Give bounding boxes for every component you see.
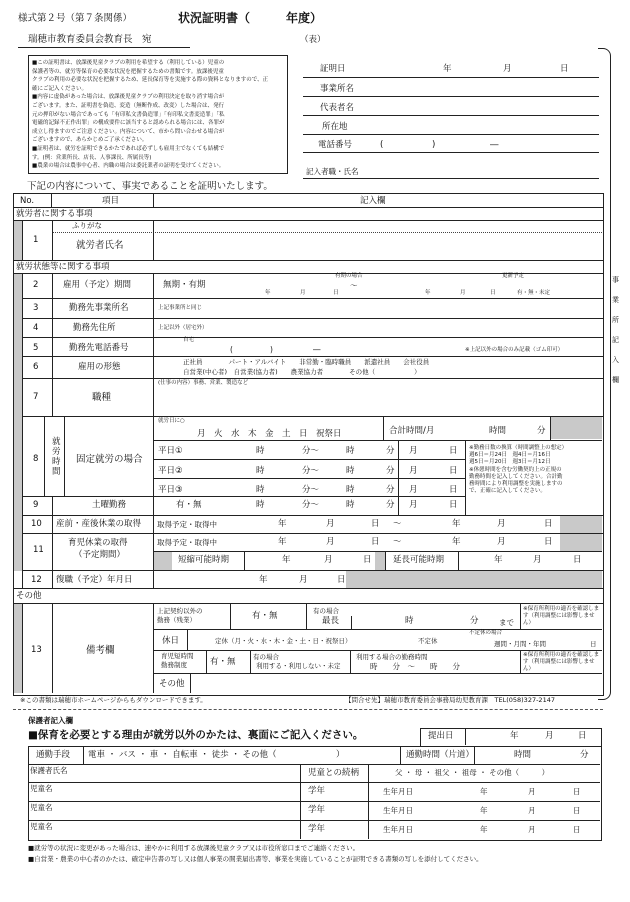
da: 日 <box>590 640 597 648</box>
plan-label: 取得予定・取得中 <box>157 538 217 547</box>
note-line: ございます。また、証明書を偽造、変造（無断作成、改変）した場合は、発行 <box>32 102 225 109</box>
da: 日 <box>578 731 587 741</box>
other-label: その他 <box>159 679 185 689</box>
paren: ) <box>432 140 436 150</box>
h: 時 <box>346 466 355 476</box>
row-label: 勤務先電話番号 <box>69 343 129 353</box>
employment-types-2: 自営業(中心者) 自営業(協力者) 農業協力者 その他（ ） <box>183 368 421 376</box>
cert-day: 日 <box>560 64 569 74</box>
note-line: ■農業の場合は農事中心者、内職の場合は委託業者の証明を受けてください。 <box>32 163 225 170</box>
m: 分 <box>386 500 395 510</box>
guardian-name-label: 保護者氏名 <box>30 766 68 775</box>
d: 日 <box>490 290 496 296</box>
row-label: 雇用（予定）期間 <box>63 280 132 290</box>
m: 分～ <box>302 466 320 476</box>
note-line: 電磁的記録不正作出罪」の構成要件に該当すると認められる場合には、各罪が <box>32 120 225 127</box>
grade-label: 学年 <box>308 805 326 815</box>
row-no: 5 <box>33 343 39 353</box>
download-note: ※この書類は瑞穂市ホームページからもダウンロードできます。 <box>20 696 207 704</box>
da: 日 <box>573 806 581 815</box>
irregular-period: 週間・月間・年間 <box>494 640 546 648</box>
page-title: 状況証明書（ 年度） <box>178 11 323 25</box>
y: 年 <box>480 806 488 815</box>
row-label: 産前・産後休業の取得 <box>56 519 142 529</box>
max-label-sub: 最長 <box>322 616 340 626</box>
row-label: 職種 <box>92 392 112 403</box>
h: 時間 <box>489 426 507 436</box>
row-label: 勤務先事業所名 <box>69 303 129 313</box>
section-employment: 就労状態等に関する事項 <box>16 262 110 272</box>
mo: 月 <box>409 485 418 495</box>
d: 日 <box>333 290 339 296</box>
stamp-note: ※上記以外の場合のみ記載（ゴム印可） <box>465 347 564 353</box>
y: 年 <box>425 290 431 296</box>
short-if-yes: 有の場合 <box>253 653 279 661</box>
dob-label: 生年月日 <box>383 825 413 834</box>
row-no: 7 <box>33 392 39 402</box>
note-line: 確にご記入ください。 <box>32 85 88 92</box>
weekday-2: 平日② <box>158 466 183 476</box>
guardian-notice: ■保育を必要とする理由が就労以外のかたは、裏面にご記入ください。 <box>28 729 364 741</box>
paren: ( <box>230 345 233 354</box>
work-hours-side: 就労時間 <box>52 437 61 477</box>
y: 年 <box>452 519 461 529</box>
da: 日 <box>337 575 346 585</box>
da: 日 <box>449 446 458 456</box>
grade-label: 学年 <box>308 824 326 834</box>
home-label: 自宅 <box>183 337 195 343</box>
submit-date-label: 提出日 <box>428 731 454 741</box>
cert-phone-label: 電話番号 <box>318 140 353 150</box>
row-label: 育児休業の取得 <box>68 538 128 548</box>
mo: 月 <box>533 555 542 565</box>
short-hours-time: 時 分 ～ 時 分 <box>370 662 460 671</box>
row-label-sub: （予定期間） <box>74 550 126 560</box>
h: 時 <box>346 446 355 456</box>
m: 分 <box>470 616 479 626</box>
relation-options: 父 ・ 母 ・ 祖父 ・ 祖母 ・ その他（ ） <box>395 768 550 777</box>
row-label: 備考欄 <box>86 645 115 656</box>
weekday-3: 平日③ <box>158 485 183 495</box>
note-line: 保護者等の、就労等保育の必要な状況を把握するための書類です。放課後児童 <box>32 68 224 75</box>
short-hours-options: 有・無 <box>210 657 236 667</box>
short-hours-time-label: 利用する場合の勤務時間 <box>356 653 428 661</box>
renewal-label: 更新予定 <box>502 273 525 279</box>
row-no: 4 <box>33 323 39 333</box>
irregular-note: 不定休の場合 <box>469 630 503 636</box>
side-indicator: （表） <box>300 35 326 45</box>
transport-options: 電車 ・ バス ・ 車 ・ 自転車 ・ 徒歩 ・ その他（ ） <box>88 750 345 760</box>
paren: ( <box>380 140 384 150</box>
dash: ― <box>313 345 321 354</box>
row-label: 復職（予定）年月日 <box>56 575 133 585</box>
h: 時 <box>346 485 355 495</box>
child-name-label: 児童名 <box>30 822 53 831</box>
worker-name-label: 就労者氏名 <box>76 240 124 251</box>
y: 年 <box>510 731 519 741</box>
cert-year: 年 <box>443 64 452 74</box>
m: 分～ <box>302 485 320 495</box>
y: 年 <box>282 555 291 565</box>
employment-types-1: 正社員 パート・アルバイト 非常勤・臨時職員 派遣社員 会社役員 <box>183 358 430 366</box>
holiday-label: 休日 <box>162 636 180 646</box>
col-fill: 記入欄 <box>360 196 386 206</box>
other-location: 上記以外（居宅外） <box>158 325 208 331</box>
short-use-options: 利用する・利用しない・未定 <box>256 662 341 670</box>
overtime-options: 有・無 <box>252 611 278 621</box>
max-label: 有の場合 <box>313 607 339 615</box>
contact-info: 【問合せ先】瑞穂市教育委員会事務局幼児教育課 TEL(058)327-2147 <box>345 696 555 704</box>
note-line: ■内容に虚偽があった場合は、放課後児童クラブの利用決定を取り消す場合が <box>32 94 225 101</box>
mo: 月 <box>497 537 506 547</box>
h: 時 <box>256 500 265 510</box>
dob-label: 生年月日 <box>383 806 413 815</box>
plan-label: 取得予定・取得中 <box>157 520 217 529</box>
tilde: ～ <box>393 519 402 529</box>
paren: ) <box>270 345 273 354</box>
mo: 月 <box>528 787 536 796</box>
y: 年 <box>452 537 461 547</box>
mo: 月 <box>324 555 333 565</box>
da: 日 <box>573 787 581 796</box>
row-no: 9 <box>33 500 39 510</box>
overtime-label: 上記契約以外の <box>157 607 203 615</box>
side-label: 事 業 所 記 入 欄 <box>612 276 619 384</box>
da: 日 <box>544 519 553 529</box>
y: 年 <box>265 290 271 296</box>
m: 分 <box>386 446 395 456</box>
saturday-options: 有・無 <box>176 500 202 510</box>
m: 分 <box>386 466 395 476</box>
da: 日 <box>449 466 458 476</box>
h: 時 <box>256 485 265 495</box>
y: 年 <box>480 825 488 834</box>
row-no: 10 <box>31 519 42 529</box>
row-no: 2 <box>33 280 39 290</box>
row-label: 土曜勤務 <box>92 500 127 510</box>
row-label: 雇用の形態 <box>78 362 121 372</box>
h: 時 <box>256 446 265 456</box>
m: 月 <box>460 290 466 296</box>
shortening-label: 短縮可能時期 <box>178 555 230 565</box>
short-hours-note: ※保育所利用の適否を確認します（利用調整には影響しません） <box>523 652 600 672</box>
transport-label: 通勤手段 <box>36 750 71 760</box>
tilde: ～ <box>350 281 358 290</box>
until: まで <box>499 618 514 627</box>
m: 分 <box>580 750 589 760</box>
cert-month: 月 <box>503 64 512 74</box>
col-item: 項目 <box>102 196 120 206</box>
short-hours-label-sub: 勤務制度 <box>161 661 187 669</box>
mo: 月 <box>528 806 536 815</box>
notes-box <box>28 55 288 174</box>
m: 月 <box>300 290 306 296</box>
note-line: ございますので、あらかじめご了承ください。 <box>32 137 148 144</box>
mo: 月 <box>545 731 554 741</box>
col-no: No. <box>20 196 35 206</box>
y: 年 <box>278 519 287 529</box>
guardian-section-title: 保護者記入欄 <box>28 716 73 725</box>
da: 日 <box>573 825 581 834</box>
intro-text: 下記の内容について、事実であることを証明いたします。 <box>27 181 273 192</box>
row-label: 勤務先住所 <box>73 323 116 333</box>
cert-writer-label: 記入者職・氏名 <box>306 167 359 176</box>
mo: 月 <box>409 500 418 510</box>
overtime-note: ※保育所利用の適否を確認します（利用調整には影響しません） <box>523 606 600 626</box>
fixed-holiday: 定休（月・火・水・木・金・土・日・祝祭日） <box>215 637 352 645</box>
form-number: 様式第２号（第７条関係） <box>18 13 133 24</box>
da: 日 <box>449 500 458 510</box>
mo: 月 <box>528 825 536 834</box>
row-no: 1 <box>33 235 39 245</box>
da: 日 <box>363 555 372 565</box>
term-type: 無期・有期 <box>163 280 206 290</box>
hours-note: ※勤務日数の換算（時間調整上の想定） 週6日＝月24日 週4日＝月16日 週5日＝月20日 週3日＝月12日 ※休憩時間を含む労働契約上の正規の 勤務時間を記入してください。合計勤 務時間により利用調整を実施しますの で、正確に記入してください。 <box>469 445 568 495</box>
note-line: ■この証明書は、放課後児童クラブの利用を希望する（利用している）児童の <box>32 60 225 66</box>
row-label: 固定就労の場合 <box>76 454 143 465</box>
mo: 月 <box>409 466 418 476</box>
h: 時間 <box>514 750 532 760</box>
note-line: クラブの利用の必要な状況を把握するため、延長保育等を実施する際の資料となりますので、正 <box>32 77 269 84</box>
cert-address-label: 所在地 <box>322 122 348 132</box>
mo: 月 <box>497 519 506 529</box>
mo: 月 <box>326 537 335 547</box>
m: 分～ <box>302 500 320 510</box>
h: 時 <box>405 616 414 626</box>
row-no: 13 <box>31 645 42 655</box>
weekday-options: 月 火 水 木 金 土 日 祝祭日 <box>197 429 342 439</box>
irregular-holiday: 不定休 <box>418 637 438 645</box>
y: 年 <box>480 787 488 796</box>
da: 日 <box>371 537 380 547</box>
cert-rep-label: 代表者名 <box>320 103 355 113</box>
note-line: す。(例：営業所長、店長、人事課長、所属長等) <box>32 154 152 161</box>
mo: 月 <box>299 575 308 585</box>
da: 日 <box>573 555 582 565</box>
m: 分 <box>537 426 546 436</box>
furigana-label: ふりがな <box>72 221 102 230</box>
note-line: ■証明者は、就労を証明できるかたであれば必ずしも雇用主でなくても結構で <box>32 145 225 152</box>
dob-label: 生年月日 <box>383 787 413 796</box>
dash: ― <box>490 140 499 150</box>
note-line: 成立し得ますのでご注意ください。内容について、市から問い合わせる場合が <box>32 128 225 135</box>
fixed-term-note: 有期の場合 <box>335 273 363 279</box>
days-note: 就労日に○ <box>158 418 185 424</box>
row-no: 3 <box>33 303 39 313</box>
mo: 月 <box>326 519 335 529</box>
y: 年 <box>259 575 268 585</box>
overtime-label-sub: 勤務（残業） <box>157 616 196 624</box>
bottom-note-1: ■就労等の状況に変更があった場合は、速やかに利用する放課後児童クラブ又は市役所窓口までご連絡ください。 <box>28 844 360 852</box>
commute-label: 通勤時間（片道） <box>406 750 475 760</box>
section-worker: 就労者に関する事項 <box>16 209 93 219</box>
child-name-label: 児童名 <box>30 803 53 812</box>
cert-office-label: 事業所名 <box>320 84 355 94</box>
y: 年 <box>278 537 287 547</box>
renewal-options: 有・無・未定 <box>517 290 551 296</box>
da: 日 <box>449 485 458 495</box>
addressee: 瑞穂市教育委員会教育長 宛 <box>28 34 152 45</box>
h: 時 <box>346 500 355 510</box>
row-no: 11 <box>33 545 44 555</box>
bottom-note-2: ■自営業・農業の中心者のかたは、確定申告書の写し又は個人事業の開業届出書等、事業を実施していることが証明できる書類の写しを添付してください。 <box>28 855 483 863</box>
note-line: 元の押印がない場合であっても「有印私文書偽造罪」「有印私文書変造罪」「私 <box>32 111 225 118</box>
short-hours-label: 育児短時間 <box>161 652 194 660</box>
job-note: (仕事の内容）事務、営業、製造など <box>158 380 249 386</box>
y: 年 <box>494 555 503 565</box>
grade-label: 学年 <box>308 786 326 796</box>
relation-label: 児童との続柄 <box>308 768 360 778</box>
extension-label: 延長可能時期 <box>393 555 445 565</box>
weekday-1: 平日① <box>158 446 183 456</box>
child-name-label: 児童名 <box>30 784 53 793</box>
h: 時 <box>256 466 265 476</box>
mo: 月 <box>409 446 418 456</box>
section-other: その他 <box>16 591 42 601</box>
da: 日 <box>544 537 553 547</box>
monthly-total-label: 合計時間/月 <box>389 426 435 436</box>
row-no: 8 <box>33 454 39 464</box>
row-no: 6 <box>33 362 39 372</box>
same-as-above: 上記事業所と同じ <box>158 305 203 311</box>
m: 分～ <box>302 446 320 456</box>
tilde: ～ <box>393 537 402 547</box>
row-no: 12 <box>31 575 42 585</box>
m: 分 <box>386 485 395 495</box>
cert-date-label: 証明日 <box>320 64 346 74</box>
da: 日 <box>371 519 380 529</box>
